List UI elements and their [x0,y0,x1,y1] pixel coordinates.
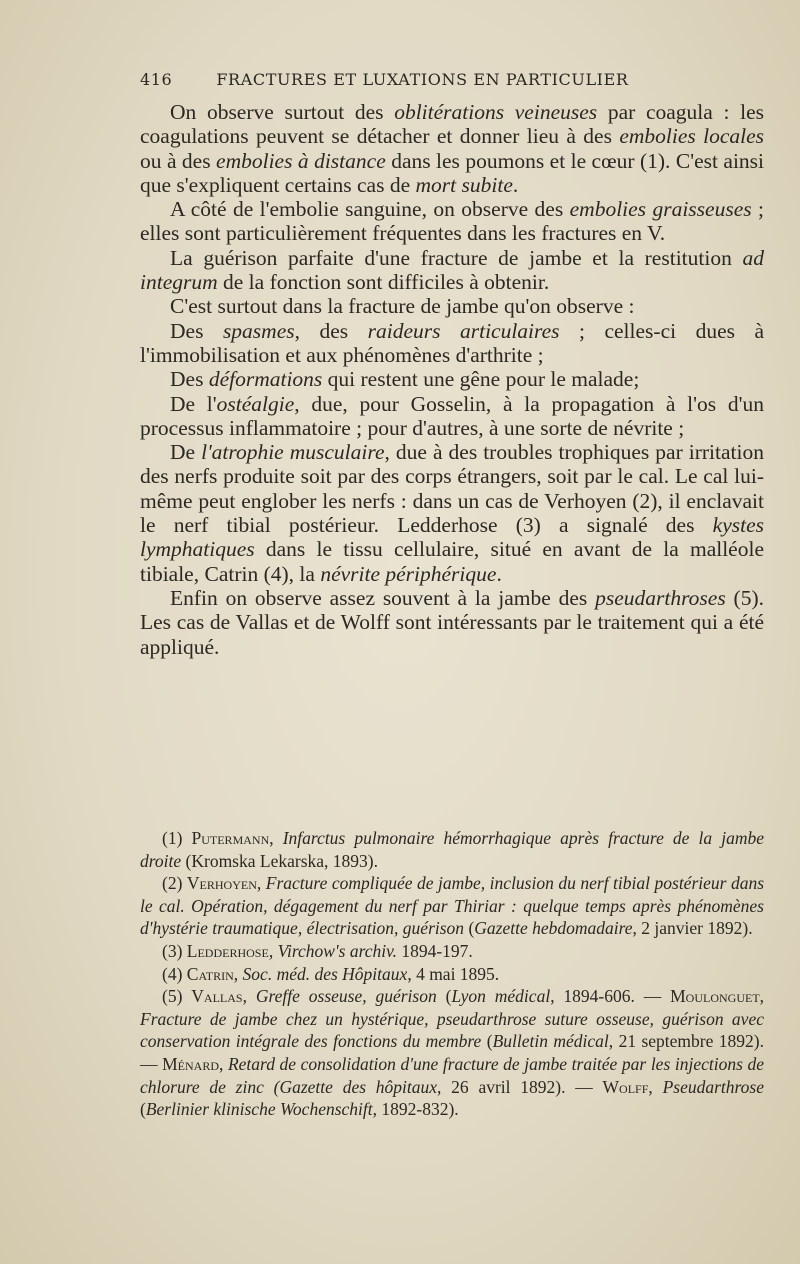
paragraph: Enfin on observe assez souvent à la jambe des pseudarthroses (5). Les cas de Vallas et de Wolff sont intéressants par le traitement qui a été appliqué. [140,585,764,659]
footnote: (1) Putermann, Infarctus pulmonaire hémorrhagique après fracture de la jambe droite (Kromska Lekarska, 1893). [140,828,765,871]
paragraph: Des déformations qui restent une gêne pour le malade; [170,367,640,392]
footnotes [140,827,764,1121]
running-title: FRACTURES ET LUXATIONS EN PARTICULIER [216,70,629,89]
footnote: (3) Ledderhose, Virchow's archiv. 1894-197. [162,940,473,961]
footnote: (2) Verhoyen, Fracture compliquée de jambe, inclusion du nerf tibial postérieur dans le cal. Opération, dégagement du nerf par Thiriar : quelque temps après phénomènes d'hystérie traumatique, électrisation, guérison (Gazette hebdomadaire, 2 janvier 1892). [140,873,765,939]
paragraph: A côté de l'embolie sanguine, on observe des embolies graisseuses ; elles sont particulièrement fréquentes dans les fractures en V. [140,197,764,246]
paragraph: Des spasmes, des raideurs articulaires ; celles-ci dues à l'immobilisation et aux phénomènes d'arthrite ; [140,318,765,367]
paragraph: De l'ostéalgie, due, pour Gosselin, à la propagation à l'os d'un processus inflammatoire ; pour d'autres, à une sorte de névrite ; [140,391,764,440]
paragraph: La guérison parfaite d'une fracture de jambe et la restitution ad integrum de la fonction sont difficiles à obtenir. [140,245,764,295]
paragraph: C'est surtout dans la fracture de jambe qu'on observe : [170,294,635,319]
paragraph: De l'atrophie musculaire, due à des troubles trophiques par irritation des nerfs produite soit par des corps étrangers, soit par le cal. Le cal lui-même peut englober les nerfs : dans un cas de Verhoyen (2), il enclavait le nerf tibial postérieur. Ledderhose (3) a signalé des kystes lymphatiques dans le tissu cellulaire, situé en avant de la malléole tibiale, Catrin (4), la névrite périphérique. [140,440,764,586]
paragraph: On observe surtout des oblitérations veineuses par coagula : les coagulations peuvent se détacher et donner lieu à des embolies locales ou à des embolies à distance dans les poumons et le cœur (1). C'est ainsi que s'expliquent certains cas de mort subite. [140,100,765,197]
page-number: 416 [140,70,173,89]
footnote: (5) Vallas, Greffe osseuse, guérison (Lyon médical, 1894-606. — Moulonguet, Fracture de jambe chez un hystérique, pseudarthrose suture osseuse, guérison avec conservation intégrale des fonctions du membre (Bulletin médical, 21 septembre 1892). — Ménard, Retard de consolidation d'une fracture de jambe traitée par les injections de chlorure de zinc (Gazette des hôpitaux, 26 avril 1892). — Wolff, Pseudarthrose (Berlinier klinische Wochenschift, 1892-832). [140,986,765,1120]
body-text [140,100,764,659]
page-header [140,70,670,89]
footnote: (4) Catrin, Soc. méd. des Hôpitaux, 4 mai 1895. [162,963,500,984]
